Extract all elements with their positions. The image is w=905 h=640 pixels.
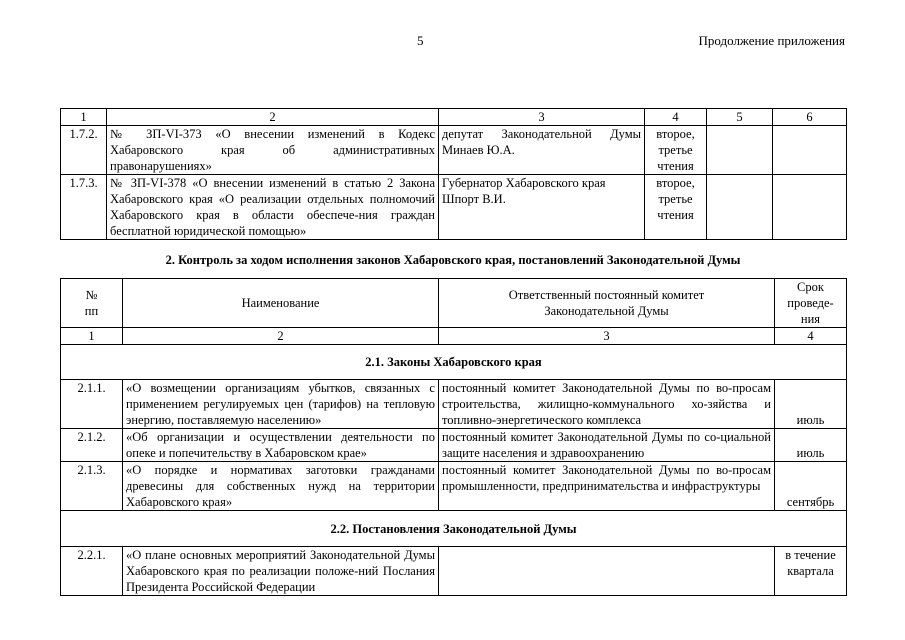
row-number: 2.1.1. bbox=[61, 380, 123, 429]
table-row bbox=[61, 380, 847, 429]
column-number: 1 bbox=[61, 328, 123, 345]
committee bbox=[439, 547, 775, 596]
law-name: «Об организации и осуществлении деятельности по опеке и попечительству в Хабаровском крае» bbox=[123, 429, 439, 462]
table-row bbox=[61, 547, 847, 596]
empty-cell bbox=[707, 175, 773, 240]
column-numbers-row bbox=[61, 109, 847, 126]
bill-name: № ЗП-VI-373 «О внесении изменений в Кодекс Хабаровского края об административных правонарушениях» bbox=[107, 126, 439, 175]
law-name: «О порядке и нормативах заготовки гражданами древесины для собственных нужд на территории Хабаровского края» bbox=[123, 462, 439, 511]
header-name: Наименование bbox=[123, 279, 439, 328]
reading-stage: второе, третье чтения bbox=[645, 175, 707, 240]
column-numbers-row bbox=[61, 328, 847, 345]
responsible-person: Губернатор Хабаровского края Шпорт В.И. bbox=[439, 175, 645, 240]
column-number: 4 bbox=[775, 328, 847, 345]
reading-stage: второе, третье чтения bbox=[645, 126, 707, 175]
header-row bbox=[61, 279, 847, 328]
term: сентябрь bbox=[775, 462, 847, 511]
header-committee: Ответственный постоянный комитет Законодательной Думы bbox=[439, 279, 775, 328]
table-row bbox=[61, 175, 847, 240]
header-term: Срок проведе-ния bbox=[775, 279, 847, 328]
row-number: 1.7.2. bbox=[61, 126, 107, 175]
column-number: 3 bbox=[439, 328, 775, 345]
term: в течение квартала bbox=[775, 547, 847, 596]
row-number: 1.7.3. bbox=[61, 175, 107, 240]
empty-cell bbox=[773, 175, 847, 240]
row-number: 2.1.2. bbox=[61, 429, 123, 462]
row-number: 2.2.1. bbox=[61, 547, 123, 596]
page-number: 5 bbox=[417, 33, 424, 48]
table-row bbox=[61, 126, 847, 175]
column-number: 6 bbox=[773, 109, 847, 126]
header-num: № пп bbox=[61, 279, 123, 328]
continuation-table bbox=[60, 108, 847, 240]
committee: постоянный комитет Законодательной Думы по со-циальной защите населения и здравоохранению bbox=[439, 429, 775, 462]
column-number: 3 bbox=[439, 109, 645, 126]
column-number: 1 bbox=[61, 109, 107, 126]
empty-cell bbox=[773, 126, 847, 175]
column-number: 5 bbox=[707, 109, 773, 126]
column-number: 2 bbox=[107, 109, 439, 126]
bill-name: № ЗП-VI-378 «О внесении изменений в статью 2 Закона Хабаровского края «О реализации отдельных полномочий Хабаровского края в области обеспече-ния граждан бесплатной юридической помощью» bbox=[107, 175, 439, 240]
subsection-title: 2.1. Законы Хабаровского края bbox=[61, 345, 847, 380]
law-name: «О возмещении организациям убытков, связанных с применением регулируемых цен (тарифов) на тепловую энергию, поставляемую населению» bbox=[123, 380, 439, 429]
table-row bbox=[61, 462, 847, 511]
term: июль bbox=[775, 380, 847, 429]
subsection-row bbox=[61, 511, 847, 547]
table-row bbox=[61, 429, 847, 462]
row-number: 2.1.3. bbox=[61, 462, 123, 511]
committee: постоянный комитет Законодательной Думы по во-просам промышленности, предпринимательства и инфраструктуры bbox=[439, 462, 775, 511]
column-number: 2 bbox=[123, 328, 439, 345]
resolution-name: «О плане основных мероприятий Законодательной Думы Хабаровского края по реализации положе-ний Послания Президента Российской Федерации bbox=[123, 547, 439, 596]
section-title: 2. Контроль за ходом исполнения законов Хабаровского края, постановлений Законодательной Думы bbox=[165, 253, 741, 267]
page-header: Продолжение приложения bbox=[698, 33, 845, 48]
column-number: 4 bbox=[645, 109, 707, 126]
control-table bbox=[60, 278, 847, 596]
responsible-person: депутат Законодательной Думы Минаев Ю.А. bbox=[439, 126, 645, 175]
term: июль bbox=[775, 429, 847, 462]
committee: постоянный комитет Законодательной Думы по во-просам строительства, жилищно-коммунального хо-зяйства и топливно-энергетического комплекса bbox=[439, 380, 775, 429]
subsection-row bbox=[61, 345, 847, 380]
subsection-title: 2.2. Постановления Законодательной Думы bbox=[61, 511, 847, 547]
empty-cell bbox=[707, 126, 773, 175]
